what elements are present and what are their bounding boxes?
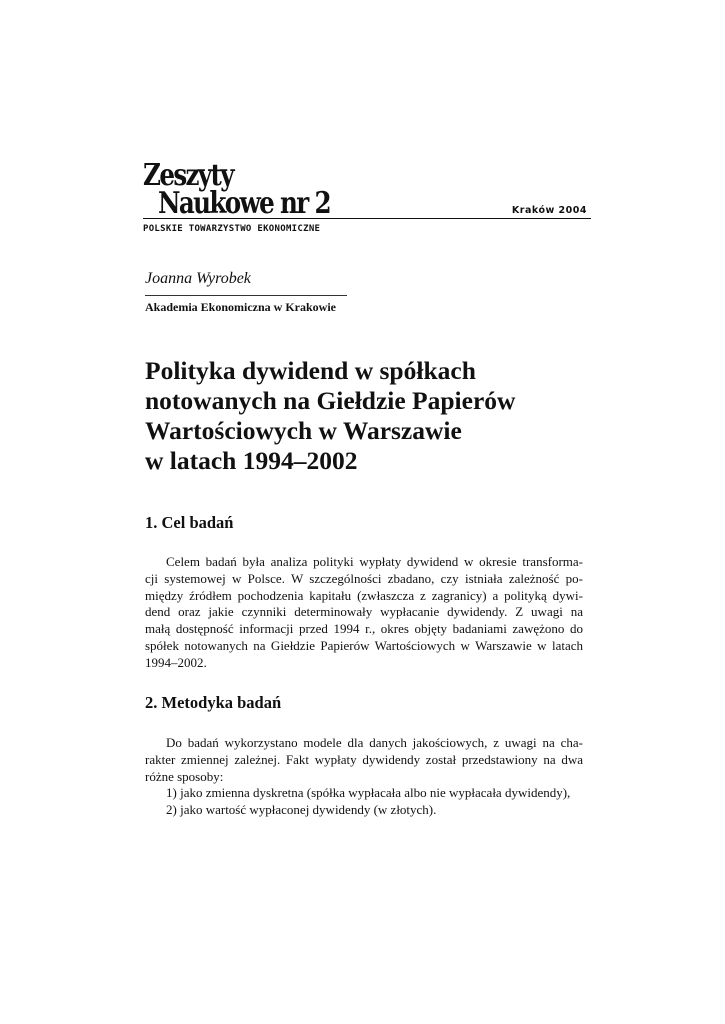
paragraph-line: rakter zmiennej zależnej. Fakt wypłaty dywidendy został przedstawiony na dwa: [145, 751, 583, 767]
section-paragraph-method: [145, 735, 583, 819]
title-line: notowanych na Giełdzie Papierów: [145, 386, 516, 415]
section-paragraph-goal: [145, 554, 583, 672]
journal-place-year: Kraków 2004: [511, 205, 587, 216]
paragraph-line: różne sposoby:: [145, 768, 224, 784]
paragraph-line: Celem badań była analiza polityki wypłaty dywidend w okresie transforma-: [166, 554, 583, 569]
masthead-rule: [143, 218, 591, 219]
list-item: 1) jako zmienna dyskretna (spółka wypłacała albo nie wypłacała dywidendy),: [166, 785, 571, 801]
title-line: Polityka dywidend w spółkach: [145, 356, 476, 385]
section-heading-method: 2. Metodyka badań: [145, 693, 282, 712]
journal-name-line1: Zeszyty: [143, 158, 233, 193]
paragraph-line: małą dostępność informacji przed 1994 r., okres objęty badaniami zawężono do: [145, 621, 583, 637]
paragraph-line: Do badań wykorzystano modele dla danych jakościowych, z uwagi na cha-: [166, 735, 583, 750]
article-title: [145, 356, 585, 476]
author-divider: [145, 295, 347, 296]
title-line: w latach 1994–2002: [145, 446, 358, 475]
publisher-society: POLSKIE TOWARZYSTWO EKONOMICZNE: [143, 224, 321, 234]
paragraph-line: cji systemowej w Polsce. W szczególności zbadano, czy istniała zależność po-: [145, 570, 583, 586]
author-name: Joanna Wyrobek: [145, 270, 251, 287]
journal-name-line2: Naukowe nr 2: [158, 186, 331, 221]
journal-masthead: [143, 160, 591, 240]
paragraph-line: 1994–2002.: [145, 654, 207, 670]
title-line: Wartościowych w Warszawie: [145, 416, 462, 445]
author-affiliation: Akademia Ekonomiczna w Krakowie: [145, 300, 337, 314]
list-item: 2) jako wartość wypłaconej dywidendy (w złotych).: [166, 802, 437, 818]
paragraph-line: spółek notowanych na Giełdzie Papierów Wartościowych w Warszawie w latach: [145, 637, 583, 653]
paragraph-line: dend oraz jakie czynniki determinowały wypłacanie dywidendy. Z uwagi na: [145, 604, 583, 620]
section-heading-goal: 1. Cel badań: [145, 513, 234, 532]
paragraph-line: między źródłem pochodzenia kapitału (zwłaszcza z zagranicy) a polityką dywi-: [145, 587, 583, 603]
